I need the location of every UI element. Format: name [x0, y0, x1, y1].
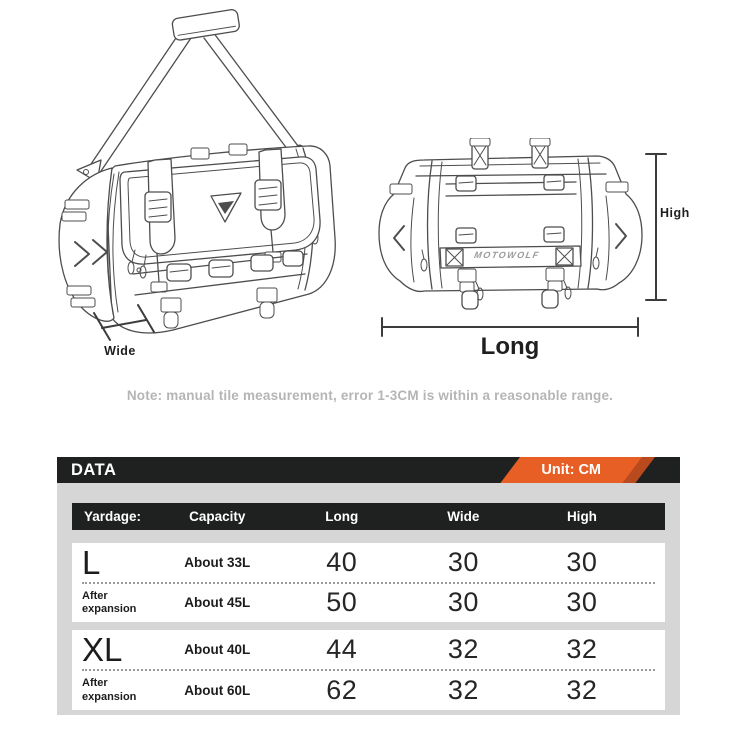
bag-front-view-drawing	[376, 138, 646, 318]
long-cell: 40	[326, 546, 358, 577]
bag-side-sketch-svg	[15, 2, 355, 362]
high-cell: 30	[566, 546, 598, 577]
spec-table	[72, 503, 665, 710]
table-header-row	[72, 503, 665, 530]
table-row	[72, 543, 665, 582]
long-cell: 44	[326, 634, 358, 664]
capacity-cell: About 40L	[184, 642, 251, 657]
unit-badge-label: Unit: CM	[541, 462, 602, 478]
capacity-cell: About 45L	[184, 595, 251, 611]
size-group-XL	[72, 630, 665, 710]
table-row	[72, 584, 665, 623]
high-cell: 30	[566, 587, 598, 618]
wide-cell: 30	[447, 546, 479, 577]
capacity-cell: About 33L	[184, 554, 251, 570]
col-header-long: Long	[325, 509, 359, 524]
brand-logo-text: MOTOWOLF	[473, 250, 541, 260]
capacity-cell: About 60L	[184, 683, 251, 698]
unit-badge	[500, 457, 642, 483]
col-header-wide: Wide	[447, 509, 480, 524]
panel-title: DATA	[71, 461, 117, 479]
size-cell: After expansion	[82, 589, 137, 615]
col-header-capacity: Capacity	[189, 509, 246, 524]
wide-label: Wide	[104, 344, 136, 358]
bag-front-sketch-svg	[376, 138, 646, 318]
size-group-L	[72, 543, 665, 622]
data-panel-header	[57, 457, 680, 483]
col-header-high: High	[566, 509, 597, 524]
data-panel	[57, 457, 680, 715]
high-label: High	[660, 206, 690, 220]
high-cell: 32	[566, 675, 598, 705]
high-dimension-line	[640, 150, 676, 306]
strap-handle-icon	[172, 9, 241, 41]
table-row	[72, 671, 665, 710]
table-row	[72, 630, 665, 669]
wide-cell: 32	[447, 634, 479, 664]
wide-cell: 32	[447, 675, 479, 705]
bag-side-view-drawing	[15, 2, 355, 362]
long-cell: 62	[326, 675, 358, 705]
size-cell: After expansion	[82, 677, 137, 703]
wide-cell: 30	[447, 587, 479, 618]
long-label: Long	[480, 333, 540, 360]
long-cell: 50	[326, 587, 358, 618]
size-cell: L	[82, 543, 101, 581]
high-cell: 32	[566, 634, 598, 664]
size-cell: XL	[82, 631, 123, 668]
measurement-note: Note: manual tile measurement, error 1-3CM is within a reasonable range.	[126, 388, 614, 403]
col-header-yardage: Yardage:	[84, 509, 142, 524]
